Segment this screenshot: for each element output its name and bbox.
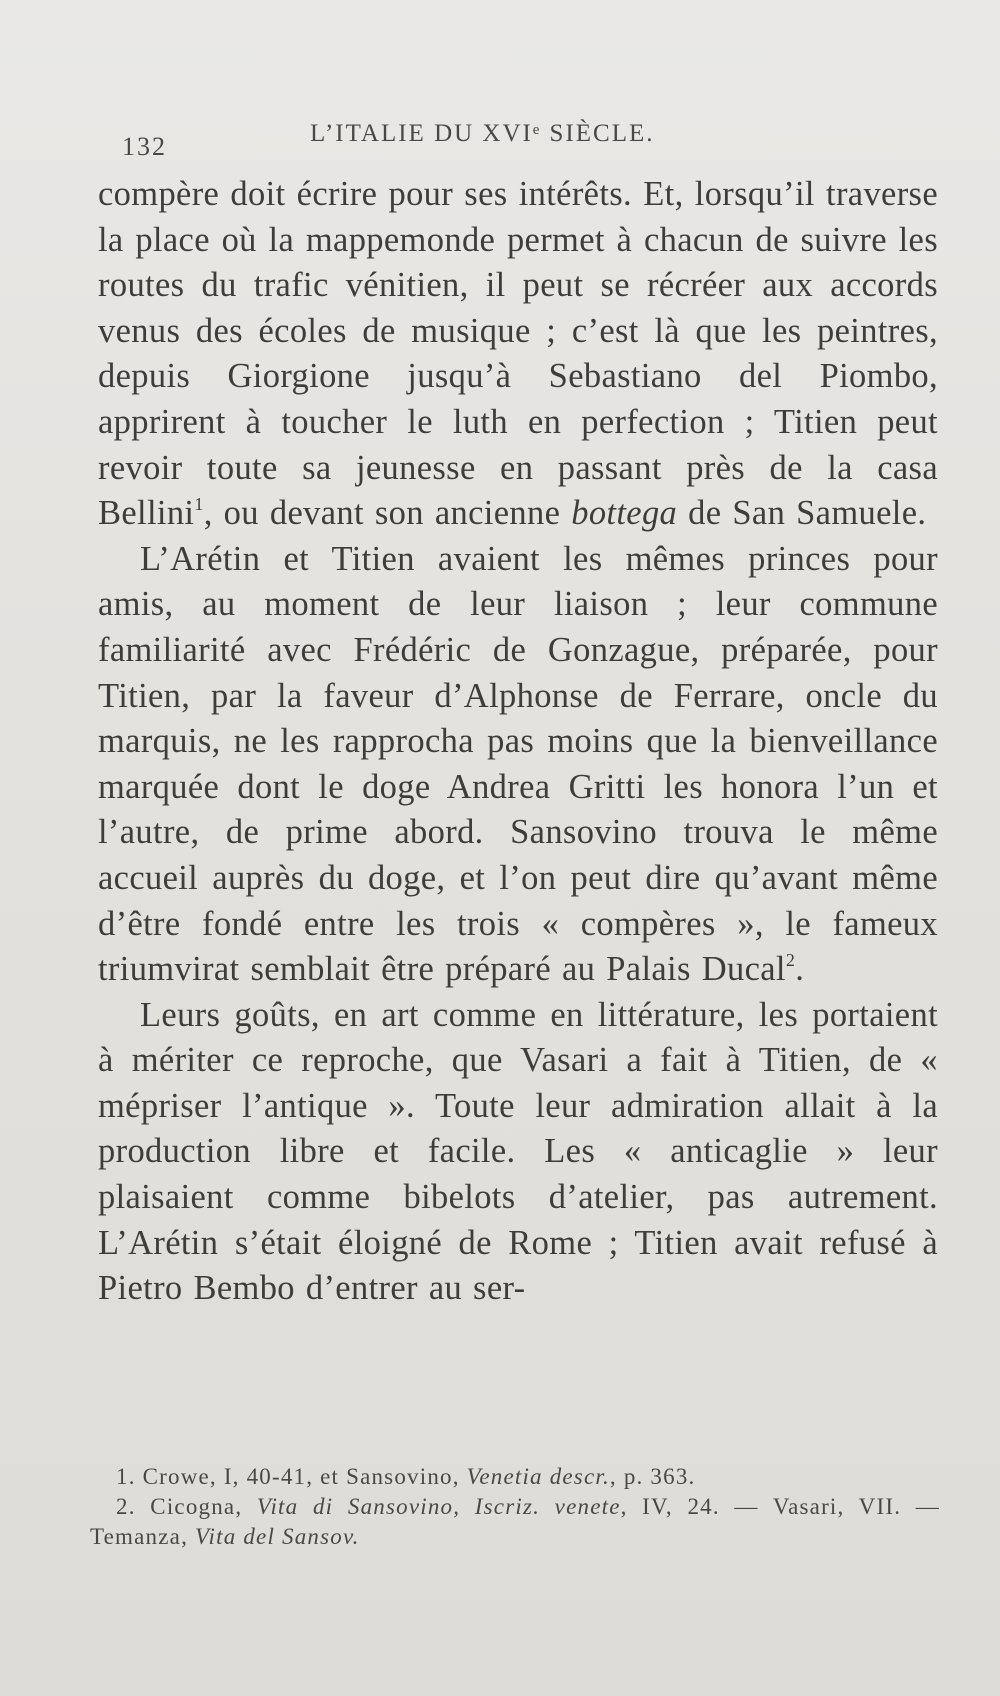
- body-text: [98, 172, 938, 1312]
- page-header: [122, 118, 852, 161]
- paragraph-1: [98, 172, 938, 537]
- paragraph-1-text: compère doit écrire pour ses intérêts. Et, lorsqu’il traverse la place où la mappemonde permet à chacun de suivre les routes du trafic vénitien, il peut se récréer aux accords venus des écoles de musique ; c’est là que les peintres, depuis Giorgione jusqu’à Sebastiano del Piombo, apprirent à toucher le luth en perfection ; Titien peut revoir toute sa jeunesse en passant près de la casa Bellini: [98, 175, 938, 533]
- footnote-ref-2: 2: [785, 950, 796, 971]
- footnote-ref-1: 1: [194, 494, 204, 515]
- footnote-1-italic: Venetia descr.: [466, 1464, 610, 1489]
- paragraph-2-end: .: [795, 950, 805, 989]
- footnote-2-mid: , IV, 24. — Vasari, VII. — Temanza,: [90, 1494, 940, 1549]
- footnote-2-italic-1: Vita di Sansovino, Iscriz. venete: [256, 1494, 621, 1519]
- paragraph-3: [98, 993, 938, 1312]
- footnote-2: [90, 1492, 940, 1552]
- footnote-1-text: 1. Crowe, I, 40-41, et Sansovino,: [116, 1464, 467, 1489]
- footnote-1-end: , p. 363.: [609, 1464, 696, 1489]
- paragraph-3-text: Leurs goûts, en art comme en littérature, les portaient à mériter ce reproche, que Vasari a fait à Titien, de « mépriser l’antique ». Toute leur admiration allait à la production libre et facile. Les « anticaglie » leur plaisaient comme bibelots d’atelier, pas autrement. L’Arétin s’était éloigné de Rome ; Titien avait refusé à Pietro Bembo d’entrer au ser-: [98, 995, 938, 1308]
- footnotes: [90, 1462, 940, 1552]
- paragraph-1-italic: bottega: [571, 494, 678, 533]
- running-title: L’ITALIE DU XVIᵉ SIÈCLE.: [310, 120, 655, 147]
- page-number: 132: [122, 132, 167, 161]
- footnote-2-italic-2: Vita del Sansov.: [194, 1524, 360, 1549]
- paragraph-1-end: de San Samuele.: [677, 494, 927, 533]
- footnote-1: [116, 1462, 940, 1492]
- paragraph-1-mid: , ou devant son ancienne: [203, 494, 572, 533]
- paragraph-2: [98, 537, 938, 993]
- paragraph-2-text: L’Arétin et Titien avaient les mêmes princes pour amis, au moment de leur liaison ; leur commune familiarité avec Frédéric de Gonzague, préparée, pour Titien, par la faveur d’Alphonse de Ferrare, oncle du marquis, ne les rapprocha pas moins que la bienveillance marquée dont le doge Andrea Gritti les honora l’un et l’autre, de prime abord. Sansovino trouva le même accueil auprès du doge, et l’on peut dire qu’avant même d’être fondé entre les trois « compères », le fameux triumvirat semblait être préparé au Palais Ducal: [98, 539, 938, 989]
- footnote-2-text: 2. Cicogna,: [116, 1494, 257, 1519]
